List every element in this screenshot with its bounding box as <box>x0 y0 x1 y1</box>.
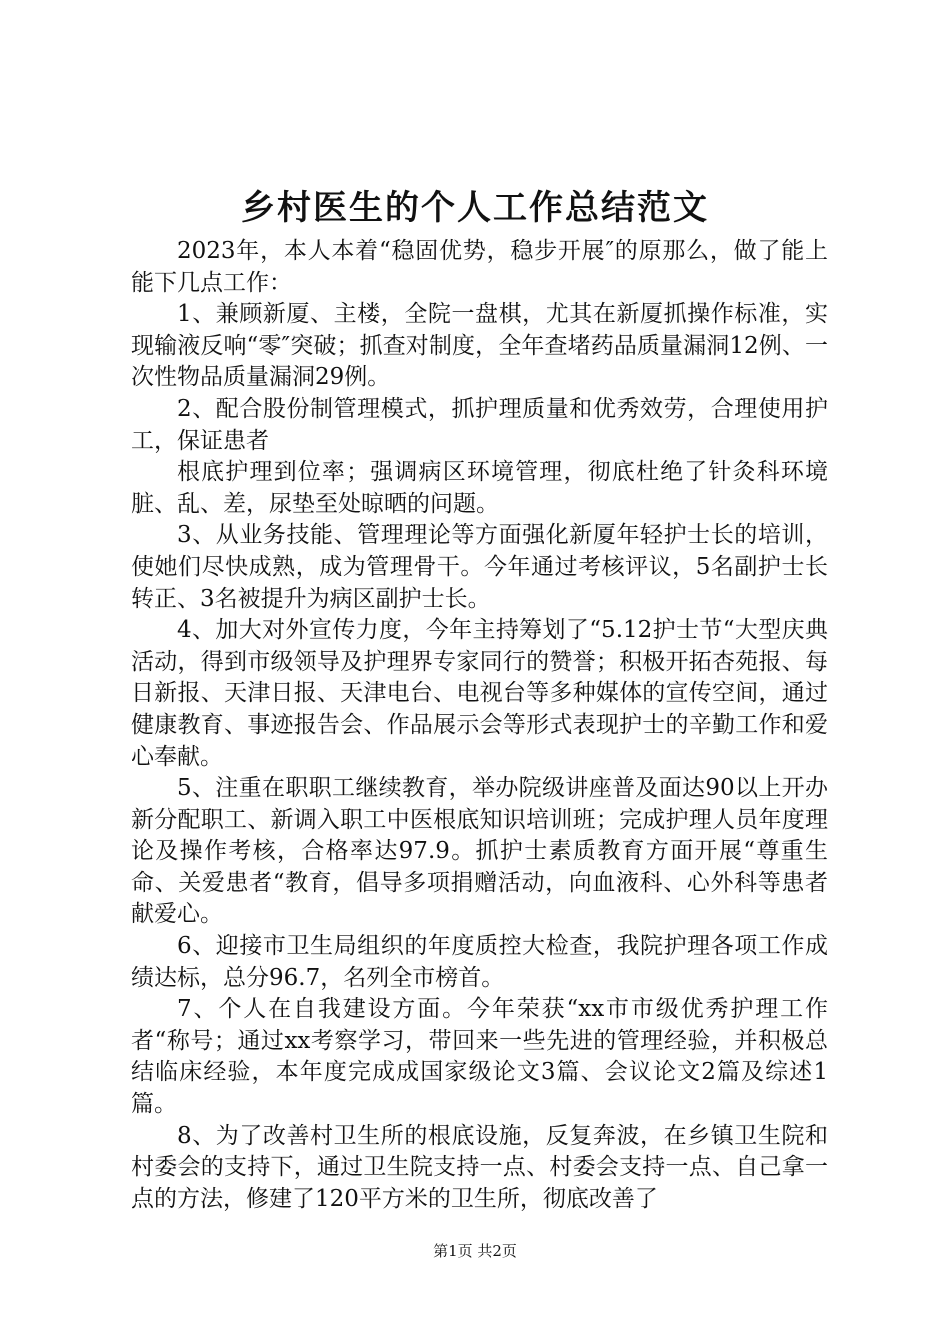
body-paragraph: 1、兼顾新厦、主楼，全院一盘棋，尤其在新厦抓操作标准，实现输液反响“零″突破；抓查对制度，全年查堵药品质量漏洞12例、一次性物品质量漏洞29例。 <box>131 301 828 391</box>
body-paragraph: 6、迎接市卫生局组织的年度质控大检查，我院护理各项工作成绩达标，总分96.7，名列全市榜首。 <box>131 933 828 991</box>
body-paragraph: 2023年，本人本着“稳固优势，稳步开展″的原那么，做了能上能下几点工作： <box>131 238 828 296</box>
body-paragraph: 3、从业务技能、管理理论等方面强化新厦年轻护士长的培训，使她们尽快成熟，成为管理骨干。今年通过考核评议，5名副护士长转正、3名被提升为病区副护士长。 <box>131 522 828 612</box>
body-paragraph: 7、个人在自我建设方面。今年荣获“xx市市级优秀护理工作者“称号；通过xx考察学习，带回来一些先进的管理经验，并积极总结临床经验，本年度完成成国家级论文3篇、会议论文2篇及综述1篇。 <box>131 996 828 1118</box>
body-paragraph: 5、注重在职职工继续教育，举办院级讲座普及面达90以上开办新分配职工、新调入职工中医根底知识培训班；完成护理人员年度理论及操作考核，合格率达97.9。抓护士素质教育方面开展“尊重生命、关爱患者“教育，倡导多项捐赠活动，向血液科、心外科等患者献爱心。 <box>131 775 828 928</box>
body-paragraph: 2、配合股份制管理模式，抓护理质量和优秀效劳，合理使用护工，保证患者 <box>131 395 828 454</box>
body-paragraph: 8、为了改善村卫生所的根底设施，反复奔波，在乡镇卫生院和村委会的支持下，通过卫生院支持一点、村委会支持一点、自己拿一点的方法，修建了120平方米的卫生所，彻底改善了 <box>131 1122 828 1212</box>
document-body <box>131 236 828 1215</box>
document-title: 乡村医生的个人工作总结范文 <box>241 188 709 228</box>
body-paragraph: 根底护理到位率；强调病区环境管理，彻底杜绝了针灸科环境脏、乱、差，尿垫至处晾晒的问题。 <box>131 459 828 517</box>
page-indicator: 第1页 共2页 <box>433 1242 517 1260</box>
body-paragraph: 4、加大对外宣传力度，今年主持筹划了“5.12护士节“大型庆典活动，得到市级领导及护理界专家同行的赞誉；积极开拓杏苑报、每日新报、天津日报、天津电台、电视台等多种媒体的宣传空间，通过健康教育、事迹报告会、作品展示会等形式表现护士的辛勤工作和爱心奉献。 <box>131 617 828 770</box>
